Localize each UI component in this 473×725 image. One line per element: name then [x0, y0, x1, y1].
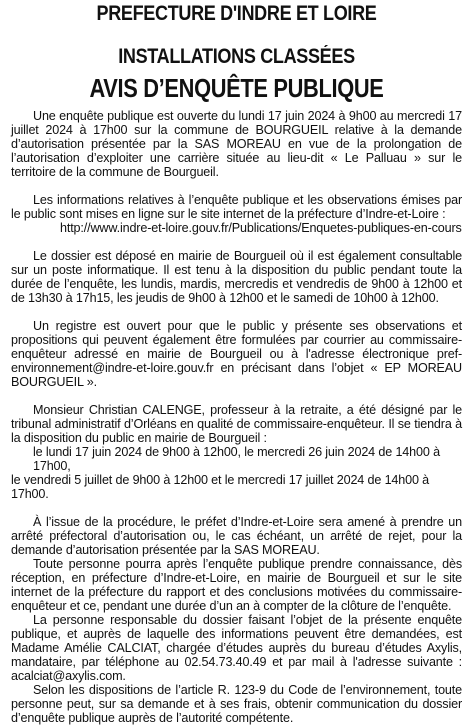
prefecture-website-url: http://www.indre-et-loire.gouv.fr/Publications/Enquetes-publiques-en-cours: [60, 221, 462, 235]
paragraph-responsible-person: La personne responsable du dossier faisant l’objet de la présente enquête publique, et auprès de laquelle des informations peuvent être demandées, est Madame Amélie CALCIAT, chargée d’études auprès du bureau d’études Axylis, mandataire, par téléphone au 02.54.73.40.49 et par mail à l'adresse suivante : acalciat@axylis.com.: [11, 613, 462, 683]
installations-title: INSTALLATIONS CLASSÉES: [118, 45, 355, 68]
paragraph-register: Un registre est ouvert pour que le public y présente ses observations et propositions qui peuvent également être formulées par courrier au commissaire-enquêteur adressé en mairie de Bourgueil ou à l'adresse électronique pref-environnement@indre-et-loire.gouv.fr en précisant dans l’objet « EP MOREAU BOURGUEIL ».: [11, 319, 462, 389]
paragraph-dossier-location: Le dossier est déposé en mairie de Bourgueil où il est également consultable sur un poste informatique. Il est tenu à la disposition du public pendant toute la durée de l’enquête, les lundis, mardis, mercredis et vendredis de 9h00 à 12h00 et de 13h30 à 17h15, les jeudis de 9h00 à 12h00 et le samedi de 10h00 à 12h00.: [11, 249, 462, 305]
paragraph-inquiry-opening: Une enquête publique est ouverte du lundi 17 juin 2024 à 9h00 au mercredi 17 juillet 2024 à 17h00 sur la commune de BOURGUEIL relative à la demande d’autorisation présentée par la SAS MOREAU en vue de la prolongation de l’autorisation d’exploiter une carrière située au lieu-dit « Le Palluau » sur le territoire de la commune de Bourgueil.: [11, 109, 462, 179]
paragraph-commissioner: Monsieur Christian CALENGE, professeur à la retraite, a été désigné par le tribunal administratif d’Orléans en qualité de commissaire-enquêteur. Il se tiendra à la disposition du public en mairie de Bourgueil :: [11, 403, 462, 445]
paragraph-online-info: Les informations relatives à l’enquête publique et les observations émises par le public sont mises en ligne sur le site internet de la préfecture d’Indre-et-Loire :: [11, 193, 462, 221]
notice-body: [11, 109, 462, 725]
commissioner-schedule-line-2: le vendredi 5 juillet de 9h00 à 12h00 et le mercredi 17 juillet 2024 de 14h00 à 17h00.: [11, 473, 430, 501]
paragraph-procedure-outcome: À l’issue de la procédure, le préfet d’Indre-et-Loire sera amené à prendre un arrêté préfectoral d’autorisation ou, le cas échéant, un arrêté de rejet, pour la demande d’autorisation présentée par la SAS MOREAU.: [11, 515, 462, 557]
paragraph-report-access: Toute personne pourra après l’enquête publique prendre connaissance, dès réception, en préfecture d’Indre-et-Loire, en mairie de Bourgueil et sur le site internet de la préfecture du rapport et des conclusions motivées du commissaire-enquêteur et ce, pendant une durée d’un an à compter de la clôture de l’enquête.: [11, 557, 462, 613]
paragraph-dossier-communication: Selon les dispositions de l’article R. 123-9 du Code de l’environnement, toute personne peut, sur sa demande et à ses frais, obtenir communication du dossier d’enquête publique auprès de l’autorité compétente.: [11, 683, 462, 725]
notice-heading: AVIS D’ENQUÊTE PUBLIQUE: [89, 73, 384, 103]
prefecture-title: PREFECTURE D'INDRE ET LOIRE: [96, 2, 377, 25]
commissioner-schedule-line-1: le lundi 17 juin 2024 de 9h00 à 12h00, le mercredi 26 juin 2024 de 14h00 à 17h00,: [33, 445, 440, 473]
